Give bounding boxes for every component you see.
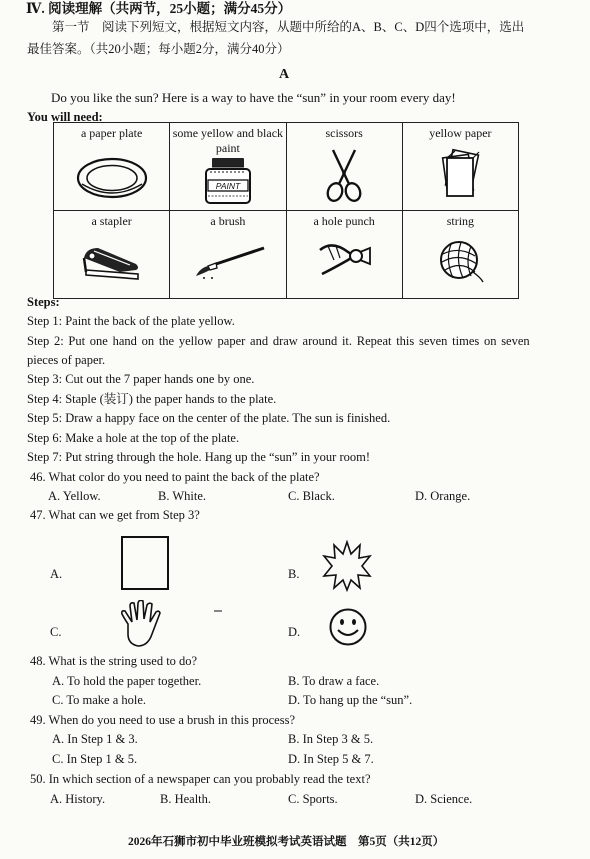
hand-icon [118, 600, 166, 650]
paint-jar-label: PAINT [215, 181, 241, 191]
step-line: Step 7: Put string through the hole. Hang up the “sun” in your room! [27, 450, 371, 464]
smiley-face-icon [328, 607, 368, 647]
stray-dash-mark [214, 609, 222, 613]
page-footer: 2026年石狮市初中毕业班模拟考试英语试题 第5页（共12页） [128, 836, 445, 848]
passage-letter: A [279, 67, 290, 82]
hole-punch-icon [314, 238, 374, 284]
q46-option-d[interactable]: D. Orange. [415, 489, 471, 503]
materials-heading: You will need: [27, 110, 103, 124]
q48-option-b[interactable]: B. To draw a face. [288, 674, 380, 688]
step-line: pieces of paper. [27, 353, 106, 367]
q50-option-c[interactable]: C. Sports. [288, 792, 338, 806]
material-label: a hole punch [313, 214, 375, 228]
q48-option-d[interactable]: D. To hang up the “sun”. [288, 693, 413, 707]
q49-option-b[interactable]: B. In Step 3 & 5. [288, 732, 374, 746]
step-line: Step 4: Staple (装订) the paper hands to the plate. [27, 392, 277, 406]
q49-option-a[interactable]: A. In Step 1 & 3. [52, 732, 138, 746]
q50-option-d[interactable]: D. Science. [415, 792, 473, 806]
material-label: string [446, 214, 475, 228]
q46-option-b[interactable]: B. White. [158, 489, 207, 503]
question-49-stem: 49. When do you need to use a brush in this process? [30, 713, 295, 727]
paint-jar-icon [198, 156, 258, 206]
q49-option-c[interactable]: C. In Step 1 & 5. [52, 752, 138, 766]
step-line: Step 2: Put one hand on the yellow paper and draw around it. Repeat this seven times on seven [27, 334, 530, 348]
section-title: Ⅳ. 阅读理解（共两节，25小题；满分45分） [26, 1, 292, 16]
step-line: Step 3: Cut out the 7 paper hands one by one. [27, 372, 255, 386]
square-icon [120, 535, 170, 591]
scissors-icon [319, 148, 369, 204]
question-46-stem: 46. What color do you need to paint the back of the plate? [30, 470, 320, 484]
material-label: some yellow and black paint [172, 126, 284, 155]
section-intro-line1: 第一节 阅读下列短文，根据短文内容，从题中所给的A、B、C、D四个选项中，选出 [52, 20, 525, 34]
material-cell [54, 211, 170, 299]
q47-option-d[interactable]: D. [288, 625, 301, 639]
section-intro-line2: 最佳答案。（共20小题；每小题2分，满分40分） [27, 42, 290, 56]
q48-option-c[interactable]: C. To make a hole. [52, 693, 147, 707]
q47-option-a[interactable]: A. [50, 567, 63, 581]
material-label: scissors [325, 126, 363, 140]
material-cell [170, 211, 286, 299]
q50-option-b[interactable]: B. Health. [160, 792, 212, 806]
material-label: yellow paper [429, 126, 492, 140]
steps-heading: Steps: [27, 295, 60, 309]
q47-option-b[interactable]: B. [288, 567, 300, 581]
q48-option-a[interactable]: A. To hold the paper together. [52, 674, 202, 688]
material-label: a paper plate [80, 126, 143, 140]
materials-table [53, 122, 519, 299]
q46-option-a[interactable]: A. Yellow. [48, 489, 101, 503]
material-label: a stapler [91, 214, 132, 228]
material-cell [286, 123, 402, 211]
question-47-stem: 47. What can we get from Step 3? [30, 508, 200, 522]
material-label: a brush [210, 214, 246, 228]
q47-option-c[interactable]: C. [50, 625, 62, 639]
star-burst-icon [322, 540, 372, 592]
paper-plate-icon [72, 156, 152, 200]
material-cell [402, 211, 518, 299]
stapler-icon [80, 238, 144, 282]
material-cell [170, 123, 286, 211]
step-line: Step 1: Paint the back of the plate yellow. [27, 314, 235, 328]
brush-icon [188, 242, 268, 282]
material-cell [54, 123, 170, 211]
paper-stack-icon [435, 148, 485, 200]
material-cell [402, 123, 518, 211]
string-ball-icon [435, 238, 485, 284]
q50-option-a[interactable]: A. History. [50, 792, 106, 806]
step-line: Step 6: Make a hole at the top of the plate. [27, 431, 240, 445]
q46-option-c[interactable]: C. Black. [288, 489, 335, 503]
question-50-stem: 50. In which section of a newspaper can you probably read the text? [30, 772, 371, 786]
q49-option-d[interactable]: D. In Step 5 & 7. [288, 752, 374, 766]
material-cell [286, 211, 402, 299]
passage-lead: Do you like the sun? Here is a way to have the “sun” in your room every day! [51, 90, 456, 105]
step-line: Step 5: Draw a happy face on the center of the plate. The sun is finished. [27, 411, 391, 425]
question-48-stem: 48. What is the string used to do? [30, 654, 198, 668]
